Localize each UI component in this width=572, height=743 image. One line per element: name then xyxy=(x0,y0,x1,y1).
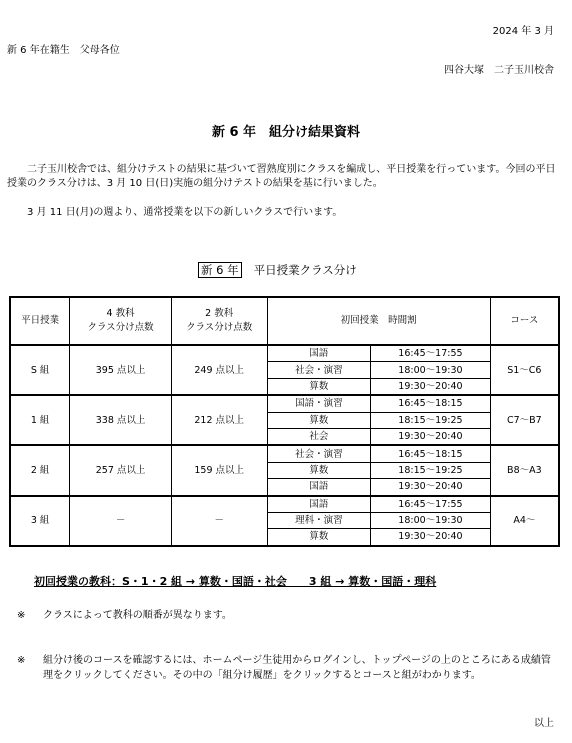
subject-cell: 国語・演習 xyxy=(267,395,371,412)
subject-cell: 国語 xyxy=(267,479,371,496)
subject-cell: 社会・演習 xyxy=(267,362,371,378)
time-cell: 16:45～18:15 xyxy=(371,395,491,412)
two-subject-score-cell: 212 点以上 xyxy=(171,395,267,445)
note-item xyxy=(17,608,232,623)
header-two-subjects xyxy=(171,297,267,345)
closing-mark: 以上 xyxy=(534,718,554,729)
class-name-cell: S 組 xyxy=(10,345,70,395)
intro-paragraph-1: 二子玉川校舎では、組分けテストの結果に基づいて習熟度別にクラスを編成し、平日授業を行っています。今回の平日授業のクラス分けは、3 月 10 日(日)実施の組分けテストの結果を基に行いました。 xyxy=(7,164,556,189)
table-row xyxy=(10,496,559,513)
class-name-cell: 1 組 xyxy=(10,395,70,445)
table-row xyxy=(10,345,559,362)
four-subject-score-cell: 257 点以上 xyxy=(70,445,172,495)
subject-cell: 理科・演習 xyxy=(267,512,371,528)
note-mark: ※ xyxy=(17,655,26,666)
table-row xyxy=(10,395,559,412)
time-cell: 18:00～19:30 xyxy=(371,362,491,378)
header-two-line1: 2 教科 xyxy=(205,308,234,319)
table-header-row xyxy=(10,297,559,345)
four-subject-score-cell: 338 点以上 xyxy=(70,395,172,445)
two-subject-score-cell: 159 点以上 xyxy=(171,445,267,495)
time-cell: 18:15～19:25 xyxy=(371,462,491,478)
time-cell: 18:00～19:30 xyxy=(371,512,491,528)
two-subject-score-cell: 249 点以上 xyxy=(171,345,267,395)
table-body xyxy=(10,345,559,546)
subtitle-grade-box: 新 6 年 xyxy=(198,262,242,278)
subject-cell: 社会・演習 xyxy=(267,445,371,462)
note-text: クラスによって教科の順番が異なります。 xyxy=(43,610,232,621)
header-kumi: 平日授業 xyxy=(10,297,70,345)
table-row xyxy=(10,445,559,462)
subtitle-text: 平日授業クラス分け xyxy=(253,263,357,277)
header-schedule: 初回授業 時間割 xyxy=(267,297,490,345)
four-subject-score-cell: － xyxy=(70,496,172,546)
course-cell: S1～C6 xyxy=(490,345,559,395)
class-name-cell: 2 組 xyxy=(10,445,70,495)
time-cell: 16:45～17:55 xyxy=(371,345,491,362)
time-cell: 19:30～20:40 xyxy=(371,428,491,445)
first-class-subjects: 初回授業の教科：S・1・2 組 → 算数・国語・社会 3 組 → 算数・国語・理科 xyxy=(34,575,437,588)
recipient-line: 新 6 年在籍生 父母各位 xyxy=(7,45,120,56)
subject-cell: 社会 xyxy=(267,428,371,445)
subject-cell: 算数 xyxy=(267,529,371,546)
sender-school: 四谷大塚 二子玉川校舎 xyxy=(444,65,554,76)
header-course: コース xyxy=(490,297,559,345)
note-mark: ※ xyxy=(17,610,26,621)
time-cell: 16:45～17:55 xyxy=(371,496,491,513)
document-title: 新 6 年 組分け結果資料 xyxy=(211,125,361,140)
header-two-line2: クラス分け点数 xyxy=(186,322,253,333)
two-subject-score-cell: － xyxy=(171,496,267,546)
document-date: 2024 年 3 月 xyxy=(492,26,554,37)
class-name-cell: 3 組 xyxy=(10,496,70,546)
subject-cell: 国語 xyxy=(267,345,371,362)
subject-cell: 算数 xyxy=(267,462,371,478)
subject-cell: 算数 xyxy=(267,412,371,428)
time-cell: 16:45～18:15 xyxy=(371,445,491,462)
subject-cell: 算数 xyxy=(267,378,371,395)
header-four-subjects xyxy=(70,297,172,345)
time-cell: 19:30～20:40 xyxy=(371,479,491,496)
note-text: 組分け後のコースを確認するには、ホームページ生徒用からログインし、トップページの上のところにある成績管理をクリックしてください。その中の「組分け履歴」をクリックするとコースと組がわかります。 xyxy=(43,655,551,681)
intro-paragraph-2: 3 月 11 日(月)の週より、通常授業を以下の新しいクラスで行います。 xyxy=(27,207,343,218)
time-cell: 19:30～20:40 xyxy=(371,378,491,395)
table-subtitle xyxy=(198,262,357,278)
course-cell: C7～B7 xyxy=(490,395,559,445)
course-cell: A4～ xyxy=(490,496,559,546)
header-four-line2: クラス分け点数 xyxy=(87,322,154,333)
four-subject-score-cell: 395 点以上 xyxy=(70,345,172,395)
time-cell: 19:30～20:40 xyxy=(371,529,491,546)
note-item xyxy=(17,653,557,683)
class-assignment-table xyxy=(9,296,560,547)
header-four-line1: 4 教科 xyxy=(106,308,135,319)
course-cell: B8～A3 xyxy=(490,445,559,495)
subject-cell: 国語 xyxy=(267,496,371,513)
time-cell: 18:15～19:25 xyxy=(371,412,491,428)
